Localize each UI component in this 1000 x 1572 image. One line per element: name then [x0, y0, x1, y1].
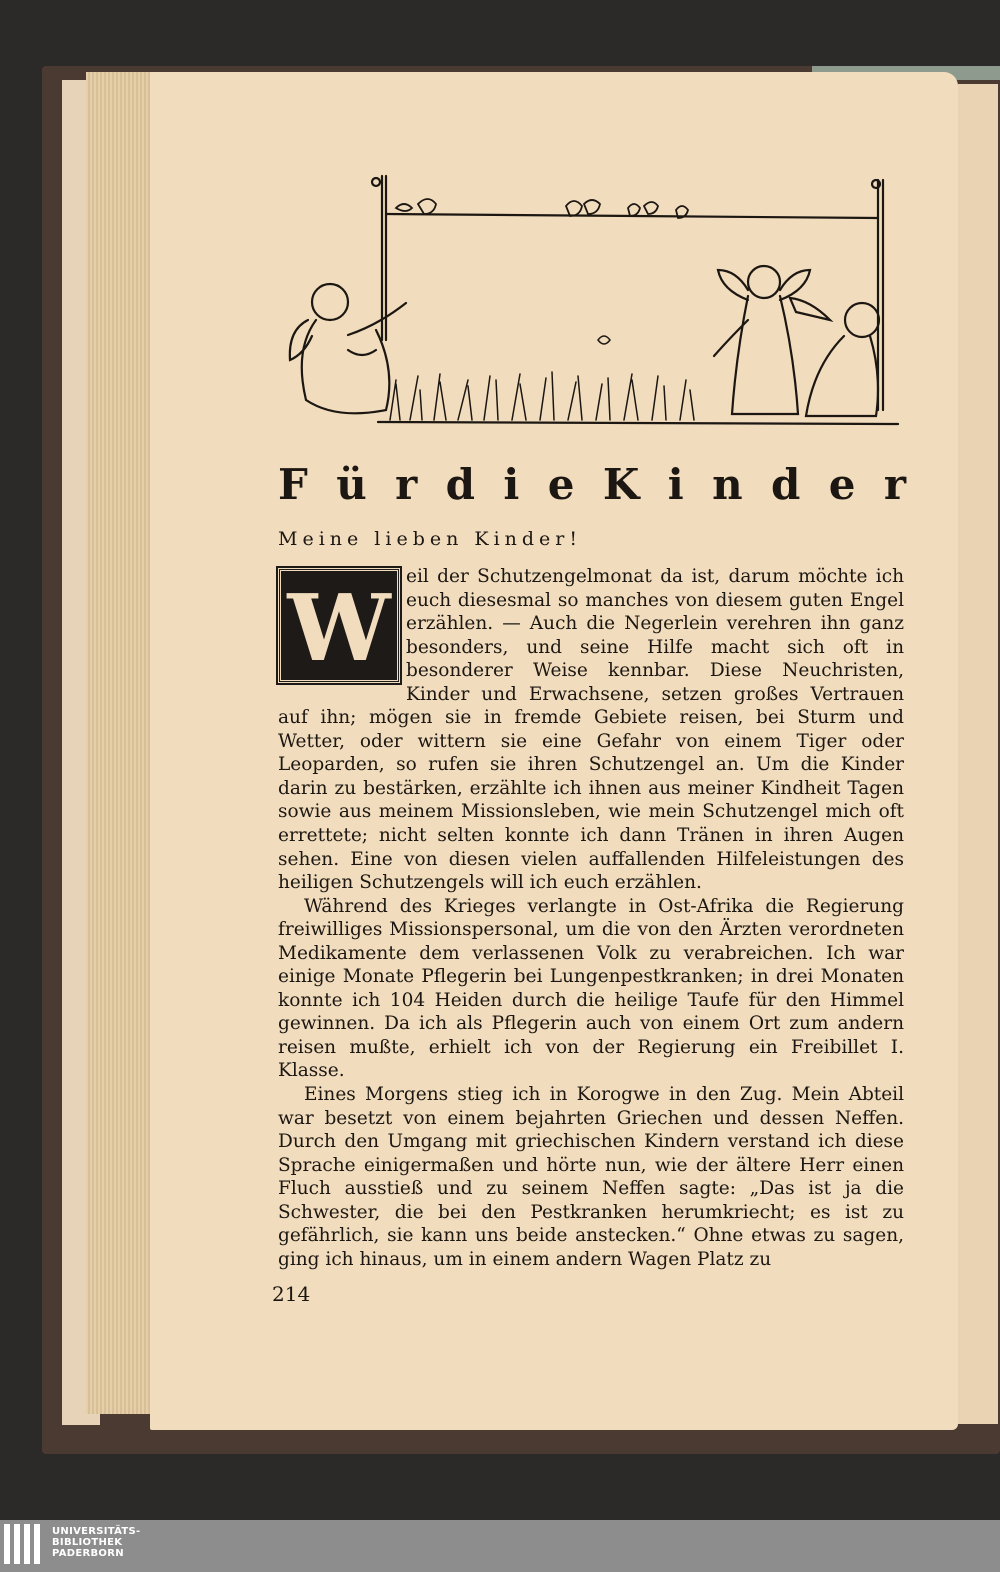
paragraph: [278, 565, 904, 895]
heading-letter: r: [883, 460, 906, 509]
paragraph: Eines Morgens stieg ich in Korogwe in den Zug. Mein Abteil war besetzt von einem bejahrten Griechen und dessen Neffen. Durch den Umgang mit griechischen Kindern verstand ich diese Sprache einigermaßen und hörte nun, wie der ältere Herr einen Fluch ausstieß und zu seinem Neffen sagte: „Das ist ja die Schwester, die bei den Pestkranken herumkriecht; es ist zu gefährlich, sie kann uns beide anstecken.“ Ohne etwas zu sagen, ging ich hinaus, um in einem andern Wagen Platz zu: [278, 1084, 904, 1270]
paragraph: Während des Krieges verlangte in Ost-Afrika die Regierung freiwilliges Missionspersonal, um die von den Ärzten verordneten Medikamente dem verlassenen Volk zu verabreichen. Ich war einige Monate Pflegerin bei Lungenpestkranken; in drei Monaten konnte ich 104 Heiden durch die heilige Taufe für den Himmel gewinnen. Da ich als Pflegerin auch von einem Ort zum andern reisen mußte, erhielt ich von der Regierung ein Freibillet I. Klasse.: [278, 895, 904, 1082]
heading-letter: r: [395, 460, 418, 509]
heading-letter: e: [828, 460, 856, 509]
article-body: [278, 565, 904, 1271]
heading-letter: F: [278, 460, 308, 509]
heading-letter: d: [445, 460, 476, 509]
article-heading: [278, 460, 906, 509]
heading-letter: n: [712, 460, 743, 509]
library-logo-icon: [2, 1522, 48, 1566]
facing-page-edge: [958, 84, 998, 1424]
heading-letter: ü: [336, 460, 367, 509]
page-edges: [86, 72, 158, 1414]
page-number: 214: [272, 1282, 311, 1306]
logo-line: UNIVERSITÄTS-: [52, 1526, 141, 1537]
salutation: Meine lieben Kinder!: [278, 528, 583, 550]
heading-letter: i: [503, 460, 520, 509]
library-logo-text: [52, 1526, 141, 1559]
paragraph-text: eil der Schutzengelmonat da ist, darum möchte ich euch diesesmal so manches von diesem guten Engel erzählen. — Auch die Negerlein verehren ihn ganz besonders, und seine Hilfe macht sich oft in besonderer Weise kennbar. Diese Neuchristen, Kinder und Erwachsene, setzen großes Vertrauen auf ihn; mögen sie in fremde Gebiete reisen, bei Sturm und Wetter, oder wittern sie eine Gefahr von einem Tiger oder Leoparden, so rufen sie ihren Schutzengel an. Um die Kinder darin zu bestärken, erzählte ich ihnen aus meiner Kindheit Tagen sowie aus meinem Missionsleben, wie mein Schutzengel mich oft errettete; nicht selten konnte ich dann Tränen in ihren Augen sehen. Eine von diesen vielen auffallenden Hilfeleistungen des heiligen Schutzengels will ich euch erzählen.: [278, 566, 904, 894]
logo-line: BIBLIOTHEK: [52, 1537, 123, 1548]
heading-letter: i: [667, 460, 684, 509]
footer-bar: [0, 1520, 1000, 1572]
logo-line: PADERBORN: [52, 1548, 124, 1559]
decorative-initial: W: [278, 568, 400, 683]
heading-letter: K: [602, 460, 640, 509]
angels-illustration: [278, 170, 908, 432]
heading-letter: e: [547, 460, 575, 509]
heading-letter: d: [771, 460, 801, 509]
